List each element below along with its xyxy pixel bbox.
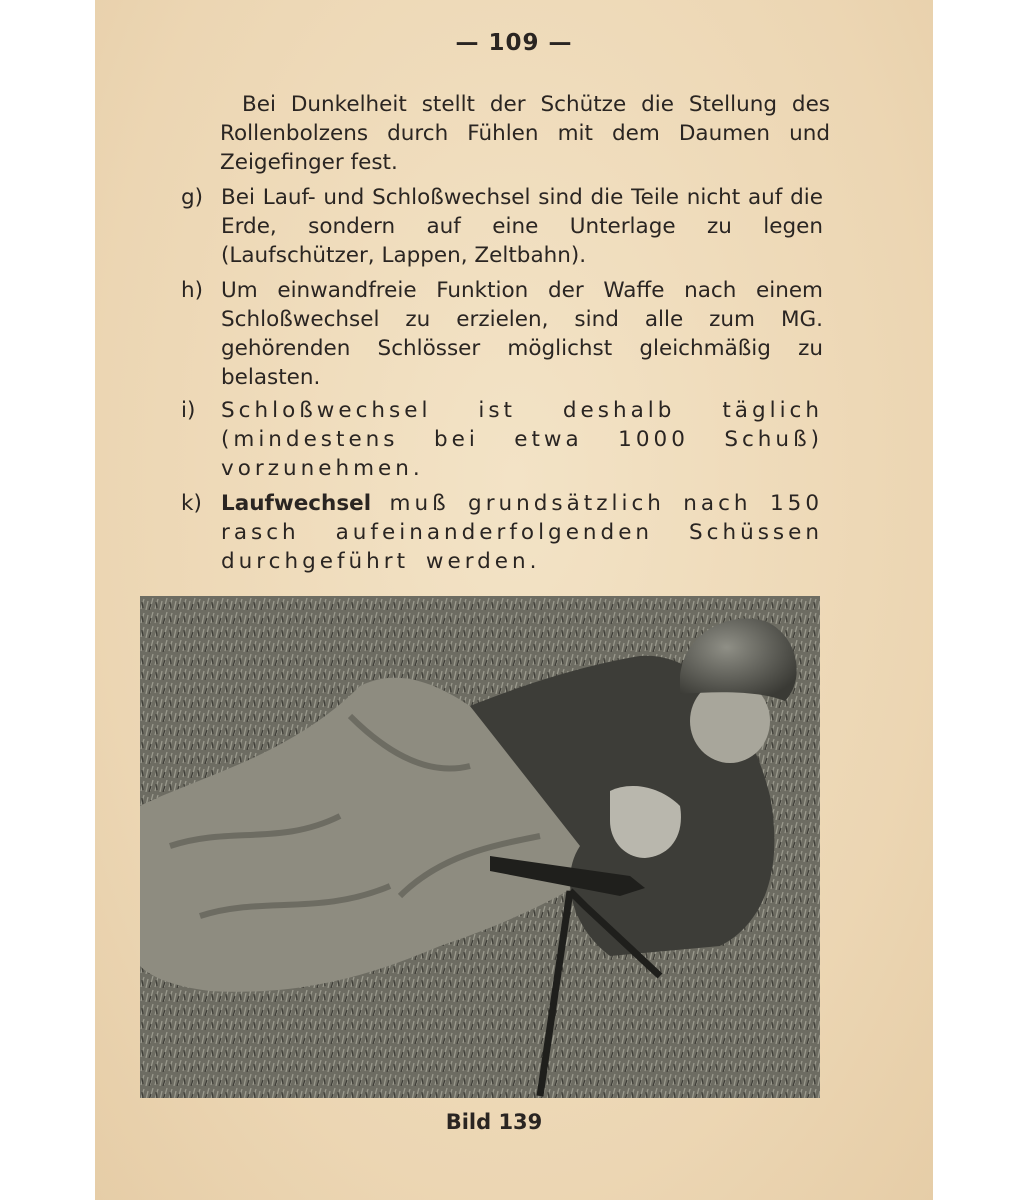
list-marker: i)	[181, 398, 196, 423]
figure-photo	[140, 596, 820, 1098]
list-item-bold-lead: Laufwechsel	[221, 491, 372, 516]
list-item-rest: muß grundsätzlich nach 150 rasch aufeinanderfolgenden Schüssen durchgeführt werden.	[221, 491, 823, 574]
list-item-g	[181, 183, 831, 270]
list-item-text: Um einwandfreie Funktion der Waffe nach einem Schloßwechsel zu erzielen, sind alle zum MG. gehörenden Schlösser möglichst gleichmäßig zu belasten.	[221, 278, 823, 390]
list-marker: k)	[181, 491, 202, 516]
list-marker: h)	[181, 278, 204, 303]
list-item-h	[181, 276, 831, 392]
list-item-text: Schloßwechsel ist deshalb täglich (mindestens bei etwa 1000 Schuß) vorzunehmen.	[221, 398, 823, 481]
photo-illustration	[140, 596, 820, 1098]
figure-caption-text: Bild 139	[445, 1110, 543, 1134]
book-page	[95, 0, 933, 1200]
list-item-i	[181, 396, 831, 483]
list-item-k	[181, 489, 831, 576]
page-number: — 109 —	[455, 30, 573, 56]
figure-caption	[95, 1110, 933, 1134]
list-item-text	[221, 489, 823, 576]
list-item-text: Bei Lauf- und Schloßwechsel sind die Teile nicht auf die Erde, sondern auf eine Unterlage zu legen (Laufschützer, Lappen, Zeltbahn).	[221, 185, 823, 268]
intro-paragraph	[220, 90, 830, 177]
list-marker: g)	[181, 185, 204, 210]
intro-paragraph-text: Bei Dunkelheit stellt der Schütze die Stellung des Rollenbolzens durch Fühlen mit dem Daumen und Zeigefinger fest.	[220, 92, 830, 175]
